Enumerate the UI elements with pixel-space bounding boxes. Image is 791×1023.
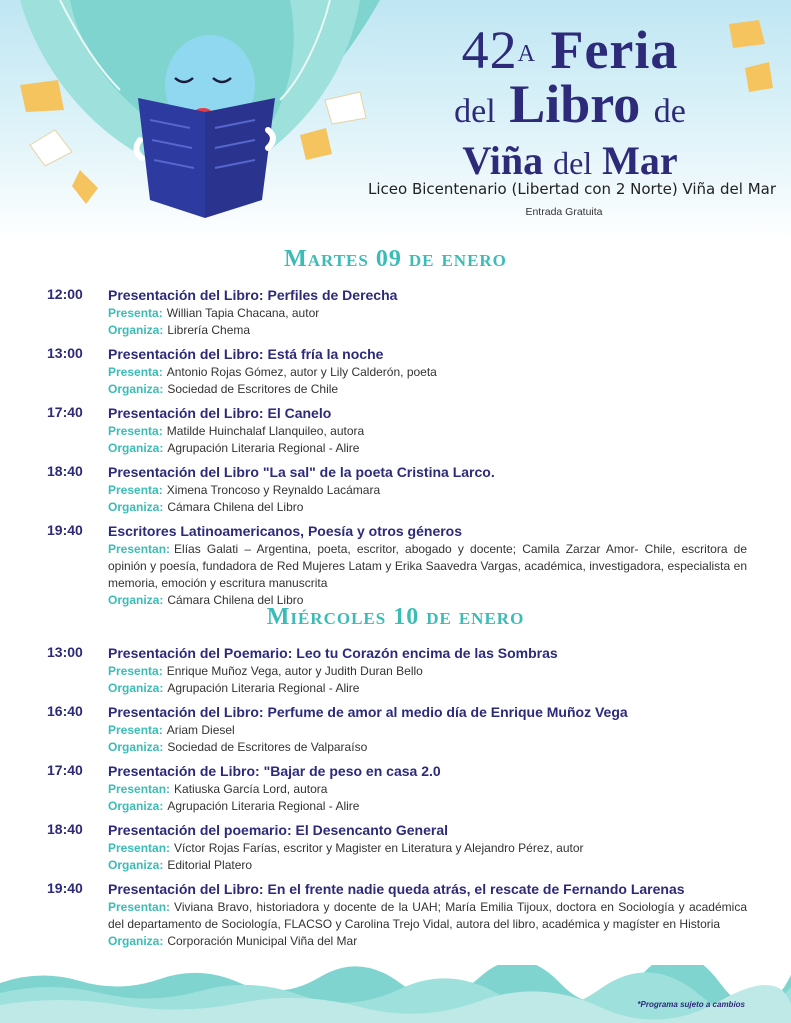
event-detail-label: Presenta: xyxy=(108,365,163,379)
event-detail-label: Organiza: xyxy=(108,593,164,607)
event-time: 19:40 xyxy=(47,880,83,896)
changes-note: *Programa sujeto a cambios xyxy=(637,1000,745,1009)
event-detail-label: Presentan: xyxy=(108,841,171,855)
event-time: 12:00 xyxy=(47,286,83,302)
event-detail-label: Organiza: xyxy=(108,934,164,948)
event-detail-label: Organiza: xyxy=(108,382,164,396)
events-miercoles xyxy=(0,644,791,956)
event-detail-label: Organiza: xyxy=(108,799,164,813)
event-detail-line xyxy=(108,423,747,440)
event-time: 13:00 xyxy=(47,644,83,660)
event-detail-label: Presenta: xyxy=(108,424,163,438)
event-time: 18:40 xyxy=(47,463,83,479)
event-detail-text: Cámara Chilena del Libro xyxy=(167,593,304,607)
title-mar: Mar xyxy=(602,138,678,183)
event-detail-label: Presenta: xyxy=(108,483,163,497)
event-title: Presentación del Libro: El Canelo xyxy=(108,405,332,421)
event-detail-line xyxy=(108,322,747,339)
event-detail-label: Presenta: xyxy=(108,306,163,320)
event-detail-label: Organiza: xyxy=(108,740,164,754)
event-detail-line xyxy=(108,739,747,756)
title-de: de xyxy=(653,93,686,130)
event-detail-line xyxy=(108,482,747,499)
event-detail-line xyxy=(108,857,747,874)
event-detail-line xyxy=(108,899,747,933)
event-detail-text: Viviana Bravo, historiadora y docente de la UAH; María Emilia Tijoux, doctora en Sociología y académica del departamento de Sociología, FLACSO y Carolina Trejo Vidal, autora del libro, académica y magíster en Historia xyxy=(108,900,747,931)
event-time: 16:40 xyxy=(47,703,83,719)
event-detail-text: Agrupación Literaria Regional - Alire xyxy=(167,799,360,813)
event-detail-line xyxy=(108,364,747,381)
event-item xyxy=(0,286,791,339)
event-time: 17:40 xyxy=(47,762,83,778)
event-detail-line xyxy=(108,933,747,950)
event-detail-line xyxy=(108,663,747,680)
event-item xyxy=(0,463,791,516)
event-detail-text: Víctor Rojas Farías, escritor y Magister en Literatura y Alejandro Pérez, autor xyxy=(174,841,584,855)
event-detail-label: Presentan: xyxy=(108,542,171,556)
title-feria: Feria xyxy=(550,20,679,80)
event-detail-text: Editorial Platero xyxy=(167,858,253,872)
event-title: Presentación del Libro "La sal" de la poeta Cristina Larco. xyxy=(108,464,495,480)
event-item xyxy=(0,821,791,874)
edition-suffix: A xyxy=(517,41,536,67)
event-detail-text: Corporación Municipal Viña del Mar xyxy=(167,934,358,948)
event-item xyxy=(0,762,791,815)
event-title: Presentación del Libro: Perfume de amor al medio día de Enrique Muñoz Vega xyxy=(108,704,628,720)
event-time: 17:40 xyxy=(47,404,83,420)
event-detail-label: Presenta: xyxy=(108,723,163,737)
event-detail-line xyxy=(108,722,747,739)
event-detail-text: Sociedad de Escritores de Chile xyxy=(167,382,339,396)
day-title-martes: Martes 09 de enero xyxy=(284,246,507,272)
event-detail-label: Presenta: xyxy=(108,664,163,678)
event-time: 13:00 xyxy=(47,345,83,361)
event-detail-text: Cámara Chilena del Libro xyxy=(167,500,304,514)
event-detail-line xyxy=(108,680,747,697)
event-item xyxy=(0,345,791,398)
fair-title xyxy=(420,22,720,186)
event-detail-label: Presentan: xyxy=(108,900,171,914)
event-detail-text: Ximena Troncoso y Reynaldo Lacámara xyxy=(166,483,381,497)
edition-number: 42 xyxy=(461,20,518,80)
event-detail-line xyxy=(108,781,747,798)
venue-text: Liceo Bicentenario (Libertad con 2 Norte) Viña del Mar xyxy=(368,180,776,198)
event-item xyxy=(0,644,791,697)
event-item xyxy=(0,404,791,457)
events-martes xyxy=(0,286,791,615)
event-title: Presentación de Libro: "Bajar de peso en casa 2.0 xyxy=(108,763,441,779)
event-detail-label: Presentan: xyxy=(108,782,171,796)
event-detail-line xyxy=(108,499,747,516)
event-detail-text: Elías Galati – Argentina, poeta, escritor, abogado y docente; Camila Zarzar Amor- Chile, escritora de opinión y poesía, fundadora de Red Mujeres Latam y Erika Saavedra Vargas, académica, investigadora, especialista en memoria, emoción y escritura manuscrita xyxy=(108,542,747,590)
open-book-icon xyxy=(136,98,275,218)
event-detail-line xyxy=(108,840,747,857)
event-time: 18:40 xyxy=(47,821,83,837)
entry-text: Entrada Gratuita xyxy=(525,206,603,218)
event-title: Presentación del poemario: El Desencanto General xyxy=(108,822,448,838)
event-detail-label: Organiza: xyxy=(108,858,164,872)
reader-illustration xyxy=(0,0,380,235)
event-detail-text: Antonio Rojas Gómez, autor y Lily Calderón, poeta xyxy=(166,365,437,379)
event-detail-label: Organiza: xyxy=(108,441,164,455)
event-title: Presentación del Libro: Perfiles de Derecha xyxy=(108,287,398,303)
event-detail-line xyxy=(108,798,747,815)
event-item xyxy=(0,522,791,609)
event-detail-text: Librería Chema xyxy=(167,323,251,337)
event-detail-text: Agrupación Literaria Regional - Alire xyxy=(167,441,360,455)
event-detail-label: Organiza: xyxy=(108,500,164,514)
event-time: 19:40 xyxy=(47,522,83,538)
title-libro: Libro xyxy=(509,74,641,134)
event-detail-line xyxy=(108,541,747,592)
title-del: del xyxy=(454,93,496,130)
event-detail-text: Agrupación Literaria Regional - Alire xyxy=(167,681,360,695)
event-title: Escritores Latinoamericanos, Poesía y otros géneros xyxy=(108,523,463,539)
event-detail-text: Enrique Muñoz Vega, autor y Judith Duran Bello xyxy=(166,664,423,678)
event-title: Presentación del Libro: En el frente nadie queda atrás, el rescate de Fernando Larenas xyxy=(108,881,685,897)
title-vina: Viña xyxy=(462,138,544,183)
event-item xyxy=(0,880,791,950)
event-detail-label: Organiza: xyxy=(108,681,164,695)
event-detail-label: Organiza: xyxy=(108,323,164,337)
event-detail-text: Katiuska García Lord, autora xyxy=(174,782,328,796)
event-detail-line xyxy=(108,305,747,322)
event-detail-line xyxy=(108,381,747,398)
flying-pages-right-icon xyxy=(725,18,785,98)
event-title: Presentación del Poemario: Leo tu Corazón encima de las Sombras xyxy=(108,645,558,661)
event-detail-text: Matilde Huinchalaf Llanquileo, autora xyxy=(166,424,365,438)
event-detail-line xyxy=(108,440,747,457)
event-detail-text: Sociedad de Escritores de Valparaíso xyxy=(167,740,368,754)
day-title-miercoles: Miércoles 10 de enero xyxy=(266,604,525,630)
event-detail-text: Willian Tapia Chacana, autor xyxy=(166,306,320,320)
footer-waves xyxy=(0,965,791,1023)
event-title: Presentación del Libro: Está fría la noche xyxy=(108,346,384,362)
event-item xyxy=(0,703,791,756)
event-detail-text: Ariam Diesel xyxy=(166,723,235,737)
title-city-del: del xyxy=(553,145,593,181)
